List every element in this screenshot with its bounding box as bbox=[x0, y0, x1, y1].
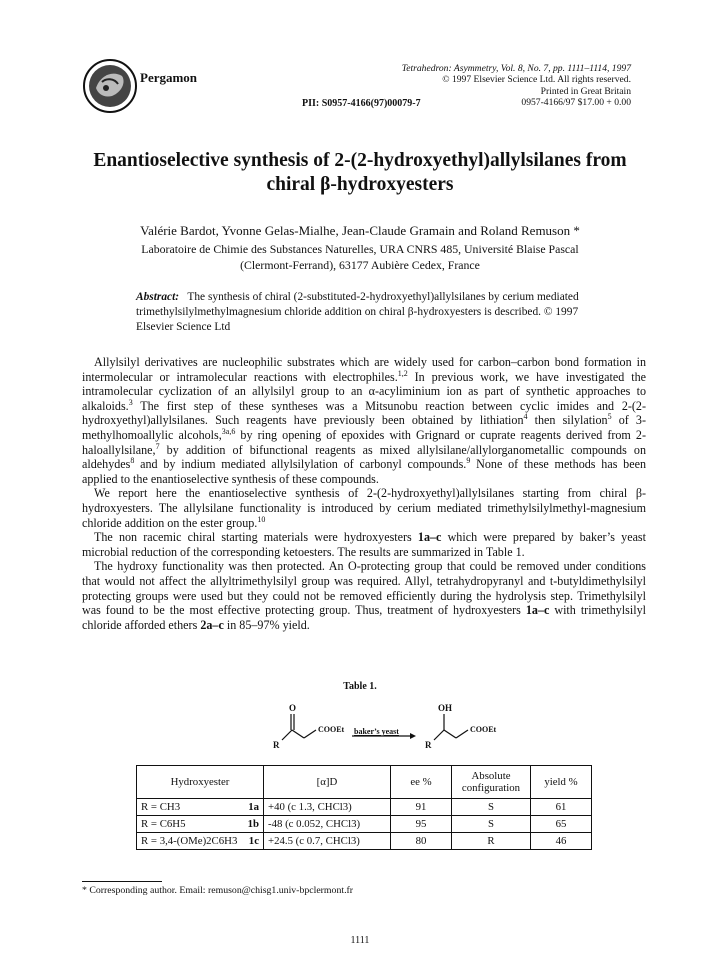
cell-yield: 61 bbox=[531, 799, 592, 816]
cell-compound: R = C6H5 1b bbox=[137, 816, 264, 833]
body-text bbox=[82, 355, 646, 632]
scheme-bond bbox=[434, 730, 444, 740]
footnote-rule bbox=[82, 881, 162, 882]
title-line-1: Enantioselective synthesis of 2-(2-hydroxyethyl)allylsilanes from bbox=[93, 150, 627, 171]
header-hydroxyester: Hydroxyester bbox=[137, 766, 264, 799]
abstract bbox=[136, 290, 586, 335]
pii: PII: S0957-4166(97)00079-7 bbox=[302, 98, 421, 109]
cell-ee: 91 bbox=[391, 799, 452, 816]
scheme-left-r: R bbox=[273, 740, 280, 750]
scheme-hydroxyl: OH bbox=[438, 703, 453, 713]
footnote: * Corresponding author. Email: remuson@chisg1.univ-bpclermont.fr bbox=[82, 885, 354, 896]
paragraph-1: Allylsilyl derivatives are nucleophilic substrates which are widely used for carbon–carbon bond formation in intermolecular or intramolecular reactions with electrophiles.$^{1,2}$ In previous work, we have investigated the intramolecular cyclization of an allylsilyl group to an α-acyliminium ion as part of synthetic approaches to alkaloids.$^3$ The first step of these syntheses was a Mitsunobu reaction between cyclic imides and 2-(2-hydroxyethyl)allylsilanes. Such reagents have previously been obtained by lithiation$^4$ then silylation$^5$ of 3-methylhomoallylic alcohols,$^{3a,6}$ by ring opening of epoxides with Grignard or cuprate reagents derived from 2-haloallylsilane,$^7$ by addition of bifunctional reagents as mixed allylsilane/allylorganometallic compounds on aldehydes$^8$ and by indium mediated allylsilylation of carbonyl compounds.$^9$ None of these methods has been applied to the enantioselective synthesis of these compounds. bbox=[82, 355, 647, 486]
scheme-bond bbox=[304, 730, 316, 738]
scheme-bond bbox=[456, 730, 468, 738]
header-yield: yield % bbox=[531, 766, 592, 799]
table-row bbox=[137, 816, 592, 833]
abstract-label: Abstract: bbox=[136, 291, 180, 303]
publisher-logo bbox=[82, 58, 138, 114]
cell-yield: 46 bbox=[531, 833, 592, 850]
affiliation-line-2: (Clermont-Ferrand), 63177 Aubière Cedex, France bbox=[240, 257, 480, 272]
printed-line: Printed in Great Britain bbox=[540, 85, 631, 97]
cell-config: R bbox=[452, 833, 531, 850]
scheme-arrow-label: baker’s yeast bbox=[354, 727, 399, 736]
scheme-left-ester: COOEt bbox=[318, 725, 345, 734]
abstract-text: The synthesis of chiral (2-substituted-2-hydroxyethyl)allylsilanes by cerium mediated trimethylsilylmethylmagnesium chloride addition on chiral β-hydroxyesters is described. © 1997 Elsevier Science Ltd bbox=[136, 291, 579, 333]
header-configuration: Absolute configuration bbox=[452, 766, 531, 799]
paragraph-2: We report here the enantioselective synthesis of 2-(2-hydroxyethyl)allylsilanes starting from chiral β-hydroxyesters. The allylsilane functionality is introduced by cerium mediated trimethylsilylmethyl-magnesium chloride addition on the ester group.$^{10}$ bbox=[82, 486, 646, 530]
table-row bbox=[137, 799, 592, 816]
scheme-ketone-oxygen: O bbox=[289, 703, 297, 713]
cell-ee: 95 bbox=[391, 816, 452, 833]
paragraph-4: The hydroxy functionality was then protected. An O-protecting group that could be removed under conditions that would not affect the allyltrimethylsilyl group was required. Allyl, tetrahydropyranyl and t-butyldimethylsilyl protecting groups were used but they could not be removed efficiently during the hydrolysis step. Trimethylsilyl was found to be the most effective protecting group. Thus, treatment of hydroxyesters 1a–c with trimethylsilyl chloride afforded ethers 2a–c in 85–97% yield. bbox=[82, 559, 646, 632]
header-ee: ee % bbox=[391, 766, 452, 799]
title-line-2: chiral β-hydroxyesters bbox=[266, 174, 454, 195]
affiliation bbox=[60, 242, 660, 273]
journal-info bbox=[402, 63, 631, 108]
affiliation-line-1: Laboratoire de Chimie des Substances Naturelles, URA CNRS 485, Université Blaise Pascal bbox=[141, 242, 579, 256]
price-line: 0957-4166/97 $17.00 + 0.00 bbox=[521, 96, 631, 108]
table-caption: Table 1. bbox=[343, 681, 377, 692]
cell-config: S bbox=[452, 816, 531, 833]
scheme-arrowhead bbox=[410, 733, 416, 739]
cell-rotation: +40 (c 1.3, CHCl3) bbox=[264, 799, 391, 816]
scheme-bond bbox=[282, 730, 292, 740]
publisher-name: Pergamon bbox=[140, 70, 198, 85]
reaction-scheme bbox=[270, 700, 550, 756]
scheme-right-r: R bbox=[425, 740, 432, 750]
authors: Valérie Bardot, Yvonne Gelas-Mialhe, Jean-Claude Gramain and Roland Remuson * bbox=[140, 223, 580, 238]
page-number: 1111 bbox=[350, 935, 370, 946]
cell-compound: R = CH3 1a bbox=[137, 799, 264, 816]
journal-citation: Tetrahedron: Asymmetry, Vol. 8, No. 7, pp. 1111–1114, 1997 bbox=[401, 63, 631, 74]
table-row bbox=[137, 833, 592, 850]
scheme-bond bbox=[444, 730, 456, 738]
scheme-bond bbox=[292, 730, 304, 738]
cell-yield: 65 bbox=[531, 816, 592, 833]
results-table bbox=[136, 765, 592, 850]
scheme-right-ester: COOEt bbox=[470, 725, 497, 734]
cell-rotation: -48 (c 0.052, CHCl3) bbox=[264, 816, 391, 833]
cell-ee: 80 bbox=[391, 833, 452, 850]
copyright-line: © 1997 Elsevier Science Ltd. All rights reserved. bbox=[442, 74, 631, 86]
paper-title bbox=[40, 149, 680, 197]
cell-compound: R = 3,4-(OMe)2C6H3 1c bbox=[137, 833, 264, 850]
cell-config: S bbox=[452, 799, 531, 816]
paragraph-3: The non racemic chiral starting materials were hydroxyesters 1a–c which were prepared by baker’s yeast microbial reduction of the corresponding ketoesters. The results are summarized in Table 1. bbox=[82, 530, 646, 559]
table-header-row bbox=[137, 766, 592, 799]
cell-rotation: +24.5 (c 0.7, CHCl3) bbox=[264, 833, 391, 850]
header-rotation: [α]D bbox=[264, 766, 391, 799]
